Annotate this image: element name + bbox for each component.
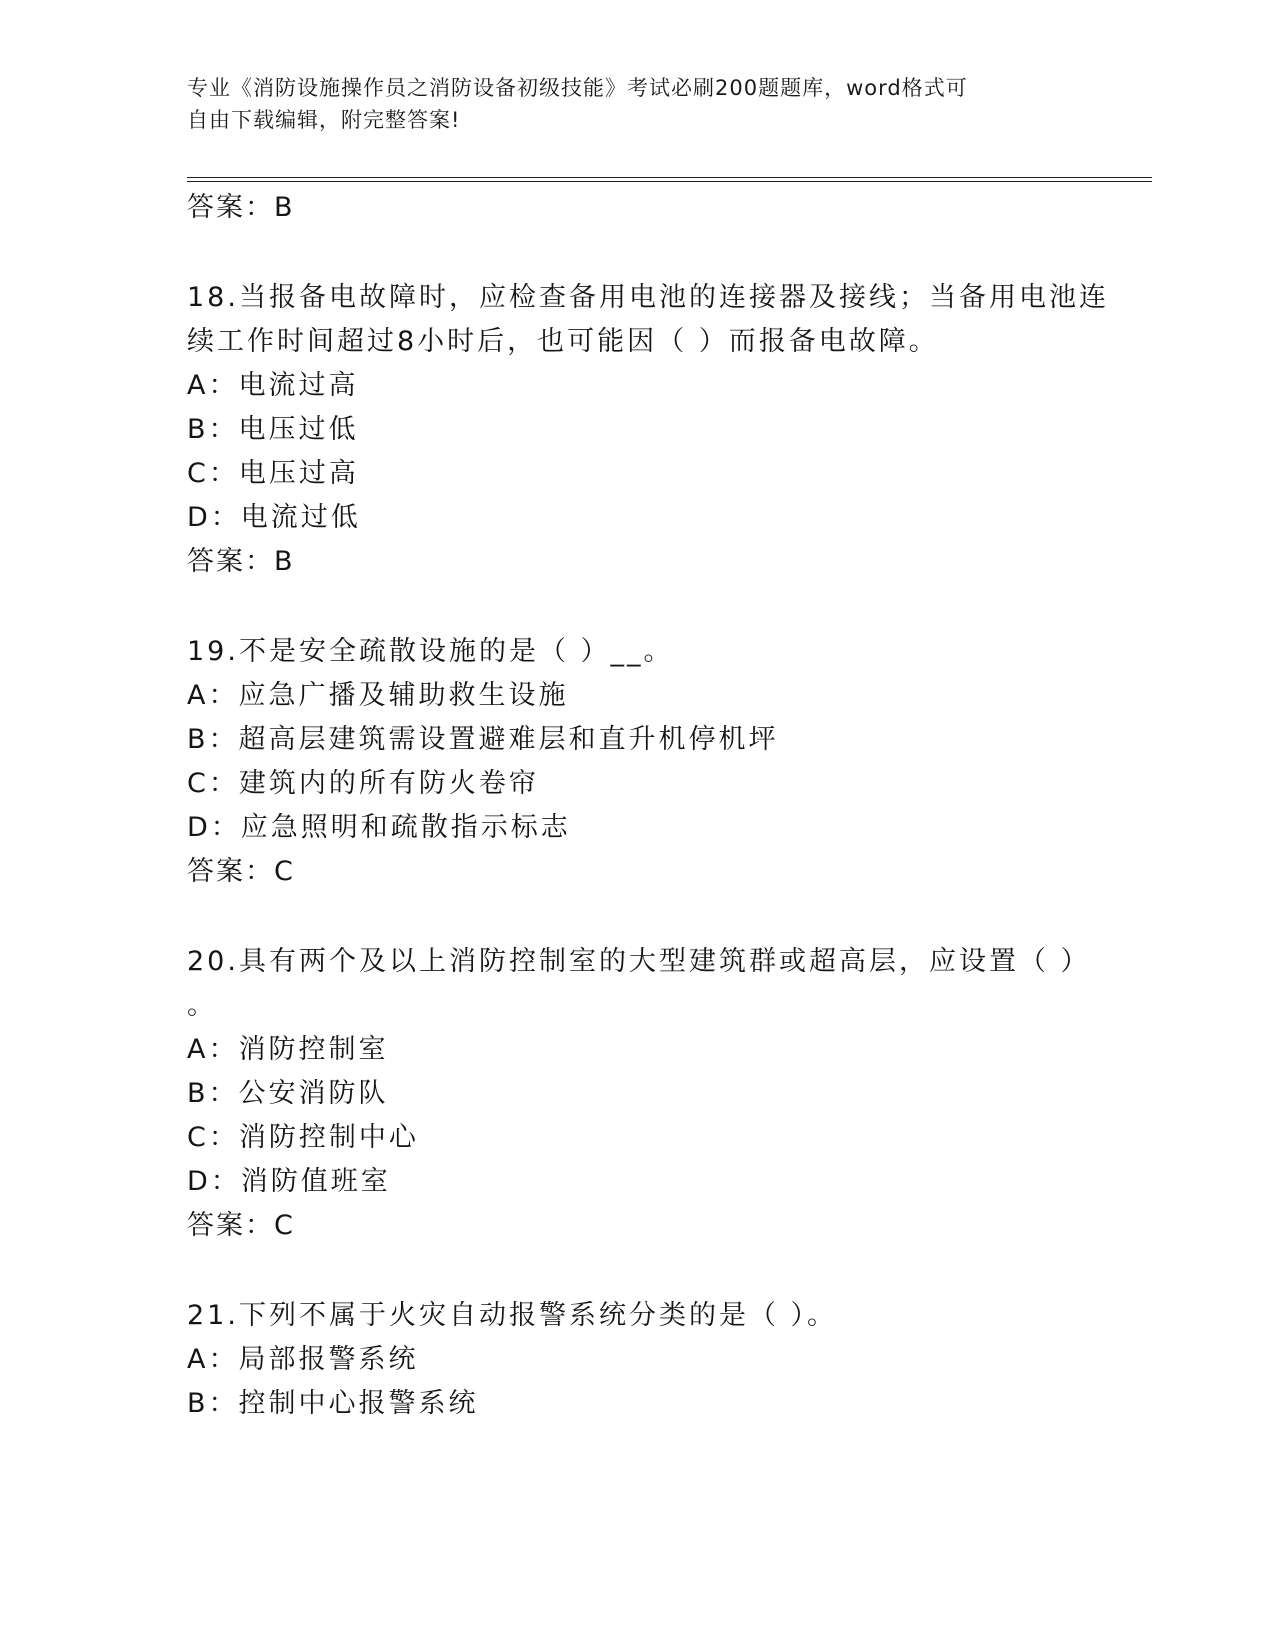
- question-19-option-b: B：超高层建筑需设置避难层和直升机停机坪: [187, 724, 779, 755]
- question-19-option-d: D：应急照明和疏散指示标志: [187, 812, 571, 843]
- question-18-option-d: D：电流过低: [187, 502, 361, 533]
- question-20-text-2: 。: [187, 990, 217, 1021]
- question-18-option-c: C：电压过高: [187, 458, 359, 489]
- question-18-text-1: 18.当报备电故障时，应检查备用电池的连接器及接线；当备用电池连: [187, 282, 1109, 313]
- question-18-option-a: A：电流过高: [187, 370, 359, 401]
- answer-previous: 答案：B: [187, 192, 295, 223]
- question-20-option-a: A：消防控制室: [187, 1034, 389, 1065]
- question-19-answer: 答案：C: [187, 856, 295, 887]
- question-18-option-b: B：电压过低: [187, 414, 359, 445]
- question-20-option-d: D：消防值班室: [187, 1166, 391, 1197]
- question-20-option-c: C：消防控制中心: [187, 1122, 419, 1153]
- header-rule-top: [187, 177, 1152, 178]
- question-20-answer: 答案：C: [187, 1210, 295, 1241]
- question-21-option-a: A：局部报警系统: [187, 1344, 419, 1375]
- page-header: [187, 72, 1087, 136]
- header-line-1: 专业《消防设施操作员之消防设备初级技能》考试必刷200题题库，word格式可: [187, 76, 968, 100]
- question-20-option-b: B：公安消防队: [187, 1078, 389, 1109]
- question-18-text-2: 续工作时间超过8小时后，也可能因（ ）而报备电故障。: [187, 326, 939, 357]
- question-18-answer: 答案：B: [187, 546, 295, 577]
- question-19-option-c: C：建筑内的所有防火卷帘: [187, 768, 539, 799]
- header-line-2: 自由下载编辑，附完整答案!: [187, 108, 461, 132]
- question-19-text-1: 19.不是安全疏散设施的是（ ）__。: [187, 636, 674, 667]
- question-21-option-b: B：控制中心报警系统: [187, 1388, 479, 1419]
- question-19-option-a: A：应急广播及辅助救生设施: [187, 680, 569, 711]
- question-20-text-1: 20.具有两个及以上消防控制室的大型建筑群或超高层，应设置（ ）: [187, 946, 1091, 977]
- header-rule-bottom: [187, 181, 1152, 182]
- question-21-text-1: 21.下列不属于火灾自动报警系统分类的是（ ）。: [187, 1300, 838, 1331]
